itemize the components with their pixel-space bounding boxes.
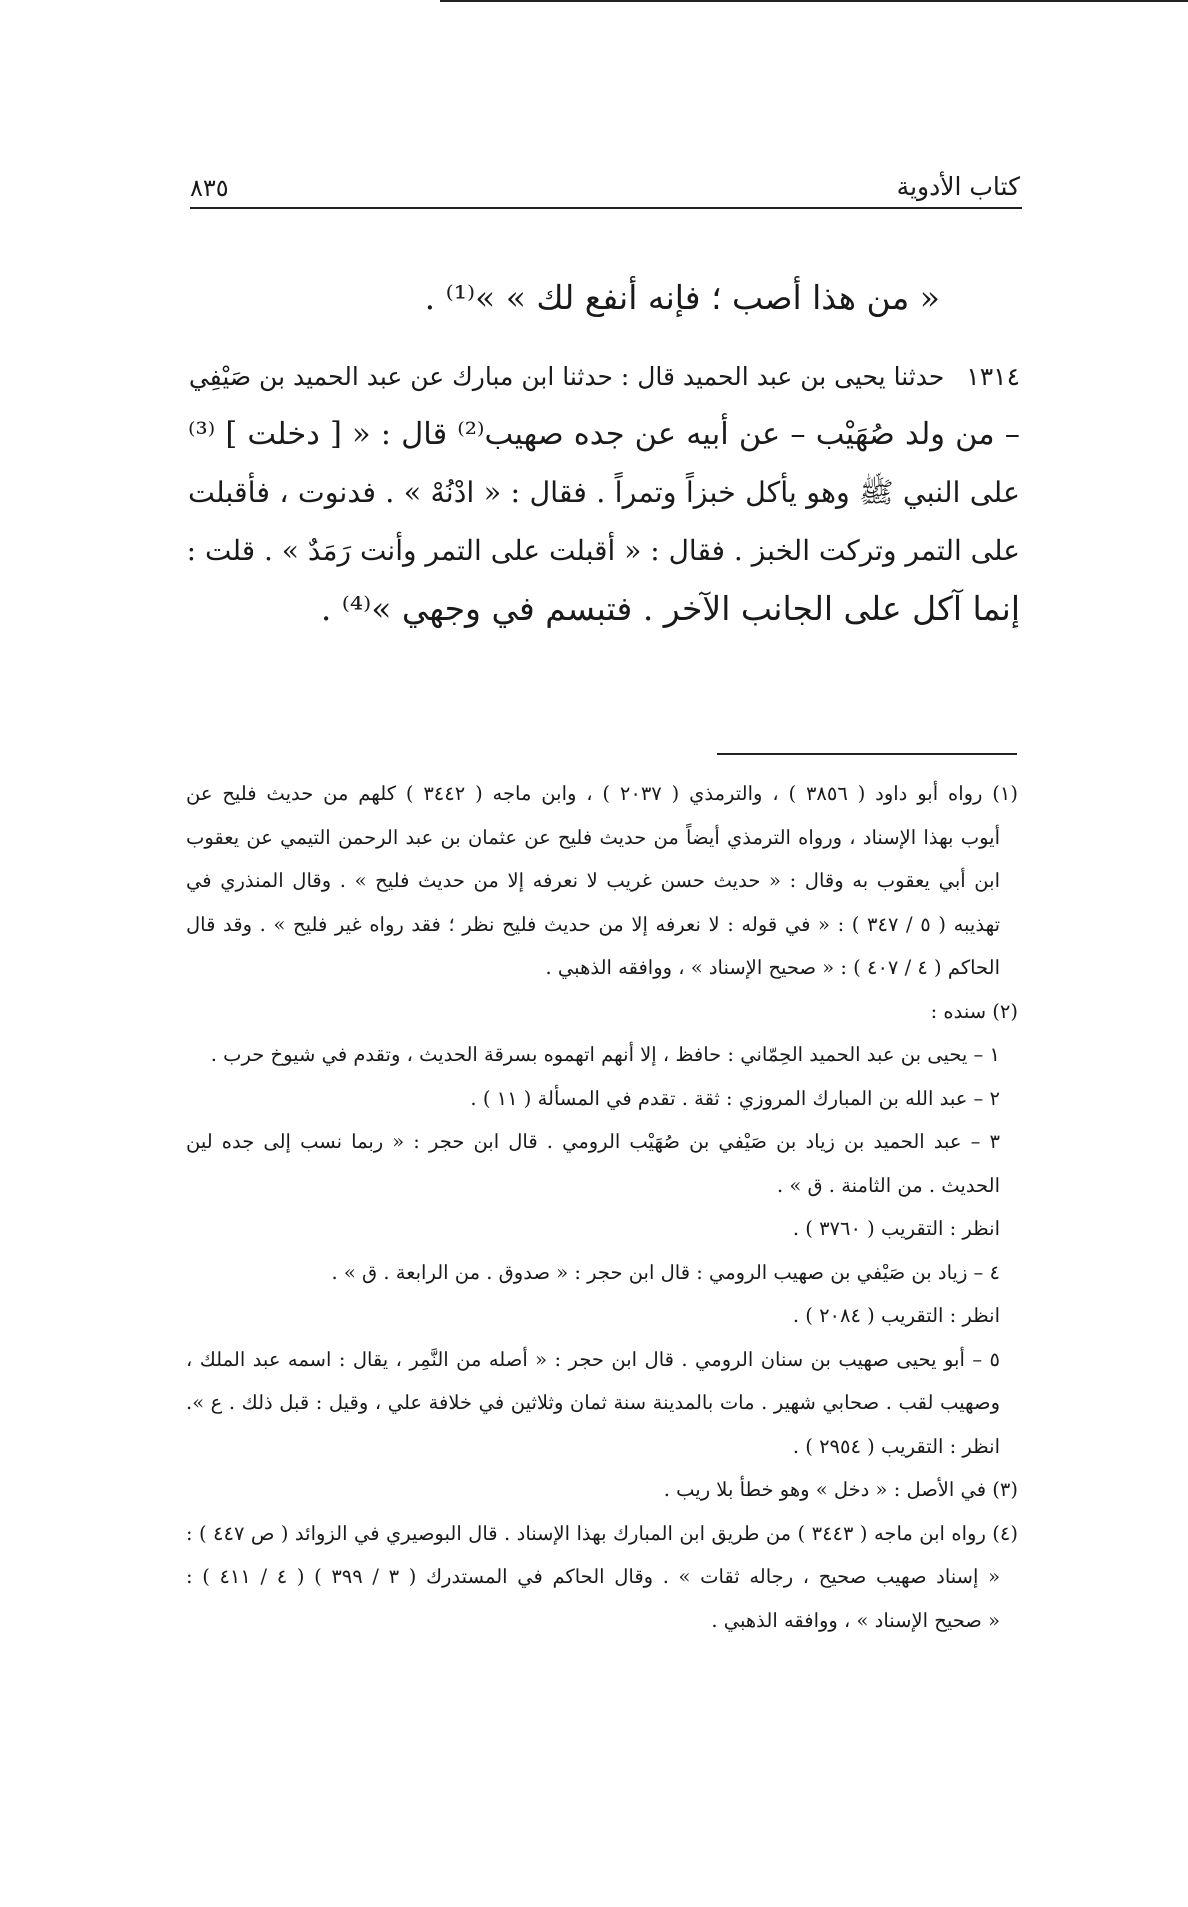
footnote-line: انظر : التقريب ( ٢٠٨٤ ) . — [792, 1304, 1000, 1327]
footnote-line: ٤ – زياد بن صَيْفي بن صهيب الرومي : قال ابن حجر : « صدوق . من الرابعة . ق » . — [331, 1260, 1000, 1284]
footnote-line: (٢) سنده : — [930, 999, 1018, 1023]
text-line — [188, 268, 1020, 348]
text-line: على النبي ﷺ وهو يأكل خبزاً وتمراً . فقال : « ادْنُهْ » . فدنوت ، فأقبلت — [188, 476, 1020, 509]
book-title: كتاب الأدوية — [896, 172, 1020, 201]
text-line: إنما آكل على الجانب الآخر . فتبسم في وجهي »⁽⁴⁾ . — [320, 589, 1020, 628]
main-text — [188, 268, 1020, 638]
running-header — [190, 170, 1020, 210]
footnotes — [186, 772, 1018, 1642]
footnote-line: ٥ – أبو يحيى صهيب بن سنان الرومي . قال ابن حجر : « أصله من النَّمِر ، يقال : اسمه عبد الملك ، — [186, 1347, 1000, 1371]
hadith-number: ١٣١٤ — [966, 362, 1020, 391]
footnote-line: « إسناد صهيب صحيح ، رجاله ثقات » . وقال الحاكم في المستدرك ( ٣ / ٣٩٩ ) ( ٤ / ٤١١ ) : — [186, 1565, 1001, 1588]
page-number: ٨٣٥ — [190, 174, 229, 202]
footnote-line: « صحيح الإسناد » ، ووافقه الذهبي . — [711, 1608, 1000, 1632]
footnote-line: تهذيبه ( ٥ / ٣٤٧ ) : « في قوله : لا نعرفه إلا من حديث فليح نظر ؛ فقد رواه غير فليح » . وقد قال — [186, 912, 1000, 936]
footnote-line: ٢ – عبد الله بن المبارك المروزي : ثقة . تقدم في المسألة ( ١١ ) . — [470, 1086, 1000, 1110]
footnote-line: انظر : التقريب ( ٣٧٦٠ ) . — [792, 1217, 1000, 1240]
hadith-first-line — [188, 348, 1020, 406]
footnote-line: ٣ – عبد الحميد بن زياد بن صَيْفي بن صُهَيْب الرومي . قال ابن حجر : « ربما نسب إلى جده لين — [186, 1130, 1000, 1153]
text-line-content: حدثنا يحيى بن عبد الحميد قال : حدثنا ابن مبارك عن عبد الحميد بن صَيْفِي — [188, 362, 945, 391]
footnote-line: (٤) رواه ابن ماجه ( ٣٤٤٣ ) من طريق ابن المبارك بهذا الإسناد . قال البوصيري في الزوائد ( ص ٤٤٧ ) : — [186, 1521, 1018, 1545]
top-edge-rule — [440, 0, 1188, 2]
footnote-line: انظر : التقريب ( ٢٩٥٤ ) . — [792, 1434, 1000, 1458]
text-line: على التمر وتركت الخبز . فقال : « أقبلت على التمر وأنت رَمَدٌ » . قلت : — [186, 534, 1020, 567]
footnote-line: أيوب بهذا الإسناد ، ورواه الترمذي أيضاً من حديث فليح عن عثمان بن عبد الرحمن التيمي عن يعقوب — [186, 825, 1000, 849]
footnote-line: (١) رواه أبو داود ( ٣٨٥٦ ) ، والترمذي ( ٢٠٣٧ ) ، وابن ماجه ( ٣٤٤٢ ) كلهم من حديث فليح عن — [186, 782, 1019, 805]
footnote-line: (٣) في الأصل : « دخل » وهو خطأ بلا ريب . — [663, 1478, 1018, 1501]
footnote-line: ابن أبي يعقوب به وقال : « حديث حسن غريب لا نعرفه إلا من حديث فليح » . وقال المنذري في — [186, 869, 1000, 892]
text-line: – من ولد صُهَيْب – عن أبيه عن جده صهيب⁽²⁾ قال : « [ دخلت ] ⁽³⁾ — [188, 417, 1020, 452]
text-line-content: « من هذا أصب ؛ فإنه أنفع لك » »⁽¹⁾ . — [424, 278, 940, 317]
footnote-line: ١ – يحيى بن عبد الحميد الحِمّاني : حافظ ، إلا أنهم اتهموه بسرقة الحديث ، وتقدم في شيوخ حرب . — [210, 1043, 1000, 1066]
header-rule — [190, 207, 1022, 209]
footnote-line: الحاكم ( ٤ / ٤٠٧ ) : « صحيح الإسناد » ، ووافقه الذهبي . — [545, 956, 1000, 979]
footnote-separator — [717, 753, 1017, 755]
footnote-line: الحديث . من الثامنة . ق » . — [776, 1173, 1000, 1197]
footnote-line: وصهيب لقب . صحابي شهير . مات بالمدينة سنة ثمان وثلاثين في خلافة علي ، وقيل : قبل ذلك . ع ». — [186, 1391, 1000, 1414]
